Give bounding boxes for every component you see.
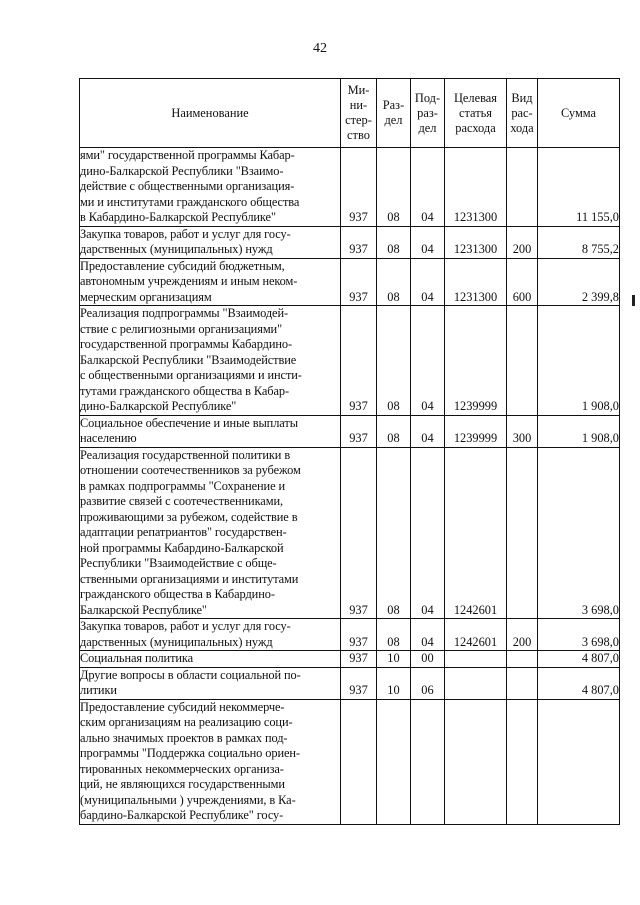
row-section: 08 bbox=[377, 148, 411, 227]
row-subsection: 04 bbox=[411, 258, 445, 306]
row-type bbox=[507, 306, 538, 416]
row-section bbox=[377, 699, 411, 824]
row-target: 1231300 bbox=[445, 226, 507, 258]
row-ministry: 937 bbox=[341, 148, 377, 227]
row-section: 10 bbox=[377, 667, 411, 699]
row-section: 08 bbox=[377, 619, 411, 651]
row-sum: 3 698,0 bbox=[538, 619, 620, 651]
row-name: Социальная политика bbox=[80, 651, 341, 668]
table-row bbox=[80, 619, 620, 651]
row-sum: 4 807,0 bbox=[538, 651, 620, 668]
row-type bbox=[507, 447, 538, 619]
row-sum: 3 698,0 bbox=[538, 447, 620, 619]
table-row bbox=[80, 699, 620, 824]
row-target: 1231300 bbox=[445, 148, 507, 227]
row-section: 08 bbox=[377, 447, 411, 619]
table-row bbox=[80, 415, 620, 447]
header-name: Наименование bbox=[80, 79, 341, 148]
scan-edge-mark bbox=[632, 295, 635, 306]
row-sum: 11 155,0 bbox=[538, 148, 620, 227]
row-sum: 8 755,2 bbox=[538, 226, 620, 258]
row-section: 08 bbox=[377, 415, 411, 447]
header-target: Целевая статья расхода bbox=[445, 79, 507, 148]
row-ministry: 937 bbox=[341, 258, 377, 306]
row-target bbox=[445, 651, 507, 668]
table-row bbox=[80, 148, 620, 227]
row-section: 08 bbox=[377, 306, 411, 416]
row-subsection: 04 bbox=[411, 148, 445, 227]
row-type bbox=[507, 699, 538, 824]
row-type: 200 bbox=[507, 619, 538, 651]
row-ministry bbox=[341, 699, 377, 824]
table-row bbox=[80, 306, 620, 416]
row-type: 600 bbox=[507, 258, 538, 306]
row-target: 1239999 bbox=[445, 415, 507, 447]
row-section: 08 bbox=[377, 258, 411, 306]
row-name: Закупка товаров, работ и услуг для госу- дарственных (муниципальных) нужд bbox=[80, 226, 341, 258]
table-row bbox=[80, 258, 620, 306]
row-target: 1242601 bbox=[445, 619, 507, 651]
header-ministry: Ми- ни- стер- ство bbox=[341, 79, 377, 148]
row-ministry: 937 bbox=[341, 226, 377, 258]
table-row bbox=[80, 667, 620, 699]
row-ministry: 937 bbox=[341, 667, 377, 699]
row-name: Другие вопросы в области социальной по- литики bbox=[80, 667, 341, 699]
row-subsection bbox=[411, 699, 445, 824]
row-name: Реализация подпрограммы "Взаимодей- ствие с религиозными организациями" государственной программы Кабардино- Балкарской Республики "Взаимодействие с общественными организациями и инсти- тутами гражданского общества в Кабар- дино-Балкарской Республике" bbox=[80, 306, 341, 416]
row-section: 08 bbox=[377, 226, 411, 258]
row-sum: 2 399,8 bbox=[538, 258, 620, 306]
row-target bbox=[445, 667, 507, 699]
header-subsection: Под- раз- дел bbox=[411, 79, 445, 148]
table-row bbox=[80, 447, 620, 619]
header-section: Раз- дел bbox=[377, 79, 411, 148]
row-subsection: 04 bbox=[411, 306, 445, 416]
row-ministry: 937 bbox=[341, 651, 377, 668]
row-target: 1239999 bbox=[445, 306, 507, 416]
row-name: Закупка товаров, работ и услуг для госу- дарственных (муниципальных) нужд bbox=[80, 619, 341, 651]
row-type: 300 bbox=[507, 415, 538, 447]
row-name: ями" государственной программы Кабар- дино-Балкарской Республики "Взаимо- действие с общественными организация- ми и институтами гражданского общества в Кабардино-Балкарской Республике" bbox=[80, 148, 341, 227]
page-number: 42 bbox=[313, 41, 327, 56]
row-name: Предоставление субсидий бюджетным, автономным учреждениям и иным неком- мерческим организациям bbox=[80, 258, 341, 306]
row-ministry: 937 bbox=[341, 447, 377, 619]
row-section: 10 bbox=[377, 651, 411, 668]
row-sum: 1 908,0 bbox=[538, 306, 620, 416]
budget-table bbox=[79, 78, 620, 825]
row-name: Социальное обеспечение и иные выплаты населению bbox=[80, 415, 341, 447]
table-row bbox=[80, 651, 620, 668]
row-sum: 4 807,0 bbox=[538, 667, 620, 699]
header-sum: Сумма bbox=[538, 79, 620, 148]
header-type: Вид рас- хода bbox=[507, 79, 538, 148]
row-subsection: 06 bbox=[411, 667, 445, 699]
row-ministry: 937 bbox=[341, 619, 377, 651]
row-type: 200 bbox=[507, 226, 538, 258]
row-ministry: 937 bbox=[341, 306, 377, 416]
table-row bbox=[80, 226, 620, 258]
row-sum: 1 908,0 bbox=[538, 415, 620, 447]
row-target: 1242601 bbox=[445, 447, 507, 619]
row-type bbox=[507, 651, 538, 668]
row-type bbox=[507, 148, 538, 227]
row-sum bbox=[538, 699, 620, 824]
row-subsection: 04 bbox=[411, 619, 445, 651]
table-header bbox=[80, 79, 620, 148]
row-subsection: 04 bbox=[411, 226, 445, 258]
row-name: Предоставление субсидий некоммерче- ским организациям на реализацию соци- ально значимых проектов в рамках под- программы "Поддержка социально ориен- тированных некоммерческих организа- ций, не являющихся государственными (муниципальными ) учреждениями, в Ка- бардино-Балкарской Республике" госу- bbox=[80, 699, 341, 824]
row-ministry: 937 bbox=[341, 415, 377, 447]
row-subsection: 00 bbox=[411, 651, 445, 668]
row-name: Реализация государственной политики в отношении соотечественников за рубежом в рамках подпрограммы "Сохранение и развитие связей с соотечественниками, проживающими за рубежом, содействие в адаптации репатриантов" государствен- ной программы Кабардино-Балкарской Республики "Взаимодействие с обще- ственными организациями и институтами гражданского общества в Кабардино- Балкарской Республике" bbox=[80, 447, 341, 619]
row-target: 1231300 bbox=[445, 258, 507, 306]
row-subsection: 04 bbox=[411, 415, 445, 447]
row-target bbox=[445, 699, 507, 824]
row-subsection: 04 bbox=[411, 447, 445, 619]
row-type bbox=[507, 667, 538, 699]
